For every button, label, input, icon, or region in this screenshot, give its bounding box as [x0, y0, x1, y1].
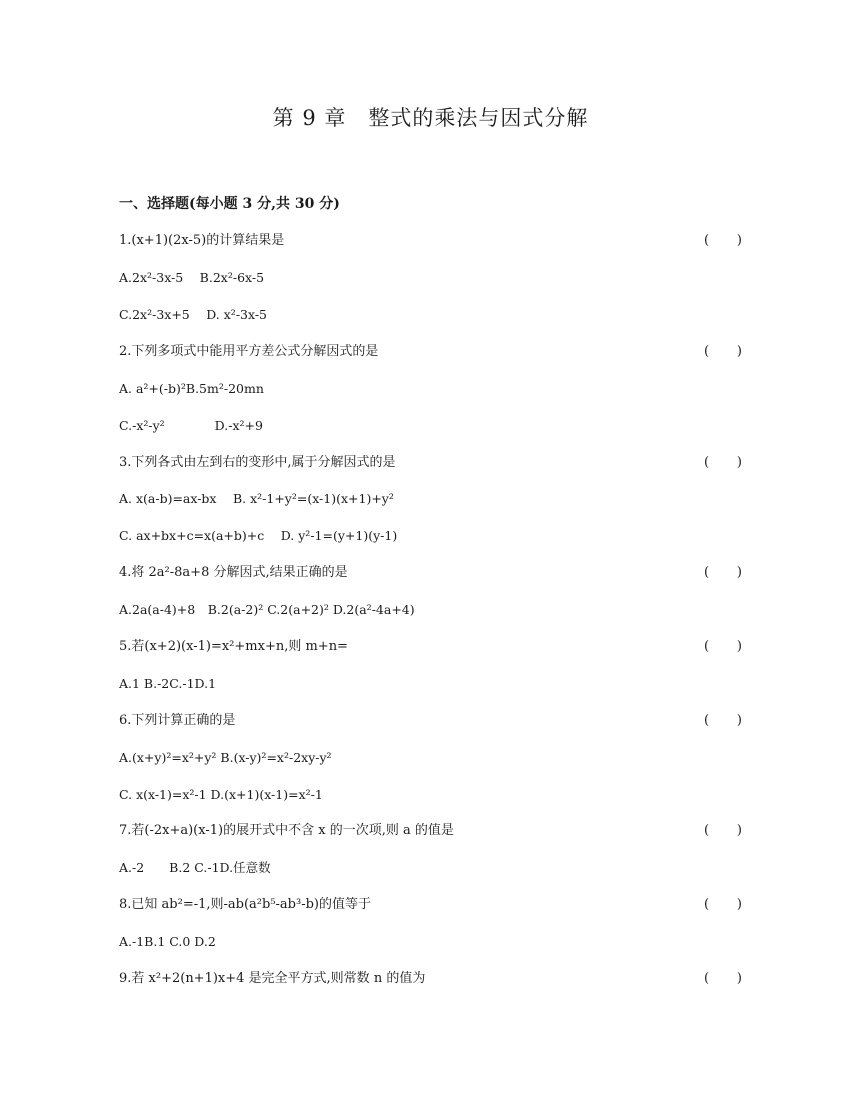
question-stem: 7.若(-2x+a)(x-1)的展开式中不含 x 的一次项,则 a 的值是 [119, 823, 454, 838]
question-stem: 2.下列多项式中能用平方差公式分解因式的是 [119, 344, 379, 359]
answer-option: A. x(a-b)=ax-bx B. x²-1+y²=(x-1)(x+1)+y² [119, 491, 394, 506]
question-stem: 9.若 x²+2(n+1)x+4 是完全平方式,则常数 n 的值为 [119, 971, 426, 986]
answer-option: C. x(x-1)=x²-1 D.(x+1)(x-1)=x²-1 [119, 787, 323, 802]
question-stem: 3.下列各式由左到右的变形中,属于分解因式的是 [119, 455, 396, 470]
answer-option: A. a²+(-b)²B.5m²-20mn [119, 381, 264, 396]
question-stem: 8.已知 ab²=-1,则-ab(a²b⁵-ab³-b)的值等于 [119, 897, 372, 912]
question-stem: 1.(x+1)(2x-5)的计算结果是 [119, 233, 285, 248]
answer-option: A.2x²-3x-5 B.2x²-6x-5 [119, 270, 265, 285]
answer-option: A.(x+y)²=x²+y² B.(x-y)²=x²-2xy-y² [119, 750, 332, 765]
answer-option: A.-1B.1 C.0 D.2 [119, 934, 216, 949]
chapter-title: 第 9 章 整式的乘法与因式分解 [272, 106, 589, 130]
answer-parens: ( ) [704, 455, 742, 470]
answer-parens: ( ) [704, 823, 742, 838]
section-heading: 一、选择题(每小题 3 分,共 30 分) [119, 196, 340, 212]
answer-option: A.2a(a-4)+8 B.2(a-2)² C.2(a+2)² D.2(a²-4a+4) [119, 602, 415, 617]
answer-parens: ( ) [704, 971, 742, 986]
answer-parens: ( ) [704, 344, 742, 359]
answer-parens: ( ) [704, 565, 742, 580]
answer-option: A.-2 B.2 C.-1D.任意数 [119, 860, 271, 875]
question-stem: 5.若(x+2)(x-1)=x²+mx+n,则 m+n= [119, 639, 348, 654]
answer-parens: ( ) [704, 897, 742, 912]
answer-option: C. ax+bx+c=x(a+b)+c D. y²-1=(y+1)(y-1) [119, 528, 398, 543]
question-stem: 4.将 2a²-8a+8 分解因式,结果正确的是 [119, 565, 348, 580]
answer-parens: ( ) [704, 713, 742, 728]
answer-option: A.1 B.-2C.-1D.1 [119, 676, 217, 691]
answer-option: C.2x²-3x+5 D. x²-3x-5 [119, 307, 267, 322]
answer-option: C.-x²-y² D.-x²+9 [119, 418, 263, 433]
question-stem: 6.下列计算正确的是 [119, 713, 236, 728]
answer-parens: ( ) [704, 639, 742, 654]
answer-parens: ( ) [704, 233, 742, 248]
